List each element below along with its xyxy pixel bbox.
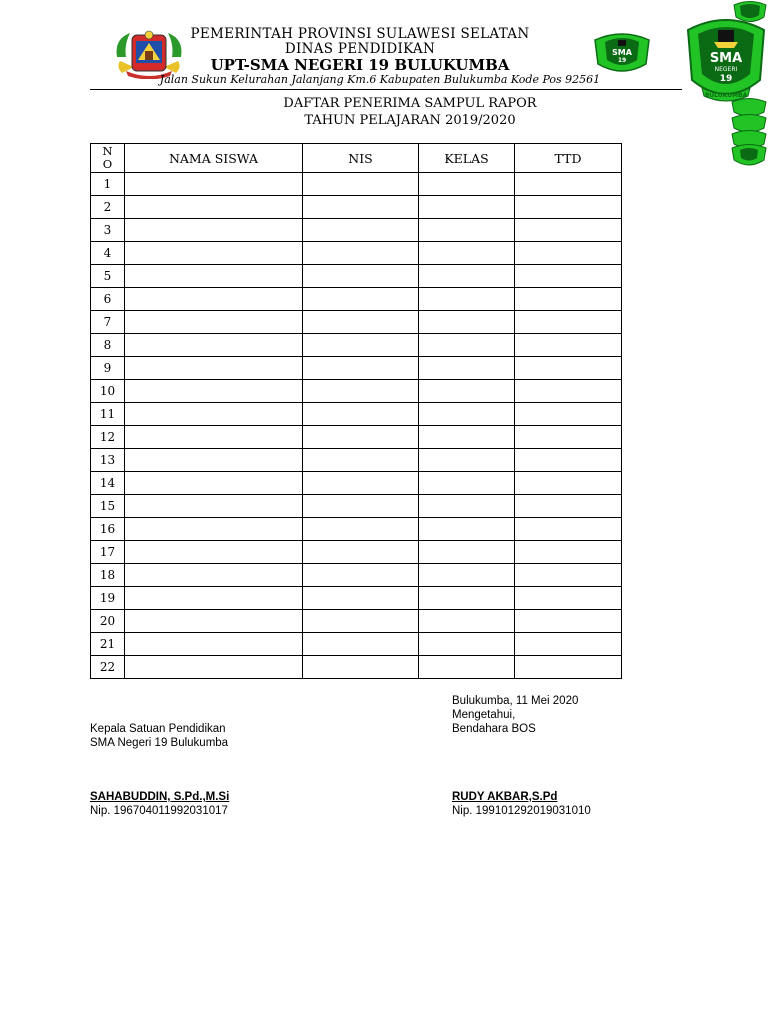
nis-cell: [303, 357, 419, 380]
kelas-cell: [419, 265, 515, 288]
school-badge-stack-logo: [730, 96, 768, 170]
nis-cell: [303, 472, 419, 495]
name-cell: [125, 265, 303, 288]
ttd-cell: [515, 541, 622, 564]
row-number: 8: [91, 334, 125, 357]
kelas-cell: [419, 357, 515, 380]
right-signer-name: RUDY AKBAR,S.Pd: [452, 791, 558, 803]
ttd-cell: [515, 173, 622, 196]
school-badge-large-logo: [684, 14, 768, 106]
kelas-cell: [419, 403, 515, 426]
header-nis: NIS: [303, 144, 419, 173]
table-row: [91, 403, 622, 426]
name-cell: [125, 633, 303, 656]
ttd-cell: [515, 518, 622, 541]
badge-number-text: 19: [617, 57, 627, 64]
row-number: 3: [91, 219, 125, 242]
ttd-cell: [515, 587, 622, 610]
header-divider: [90, 89, 682, 90]
ttd-cell: [515, 633, 622, 656]
left-signer-school: SMA Negeri 19 Bulukumba: [90, 737, 229, 749]
name-cell: [125, 656, 303, 679]
name-cell: [125, 472, 303, 495]
row-number: 20: [91, 610, 125, 633]
row-number: 5: [91, 265, 125, 288]
kelas-cell: [419, 219, 515, 242]
name-cell: [125, 173, 303, 196]
table-row: [91, 173, 622, 196]
header-department-line: DINAS PENDIDIKAN: [284, 41, 436, 57]
ttd-cell: [515, 219, 622, 242]
nis-cell: [303, 541, 419, 564]
ttd-cell: [515, 495, 622, 518]
nis-cell: [303, 173, 419, 196]
row-number: 1: [91, 173, 125, 196]
left-signer-name: SAHABUDDIN, S.Pd.,M.Si: [90, 791, 230, 803]
nis-cell: [303, 564, 419, 587]
name-cell: [125, 495, 303, 518]
table-row: [91, 656, 622, 679]
table-row: [91, 334, 622, 357]
ttd-cell: [515, 288, 622, 311]
table-row: [91, 426, 622, 449]
table-row: [91, 587, 622, 610]
left-signer-role: Kepala Satuan Pendidikan: [90, 723, 226, 735]
table-row: [91, 610, 622, 633]
name-cell: [125, 380, 303, 403]
table-row: [91, 357, 622, 380]
ttd-cell: [515, 334, 622, 357]
recipient-table: [90, 143, 622, 679]
table-row: [91, 242, 622, 265]
ttd-cell: [515, 403, 622, 426]
table-row: [91, 311, 622, 334]
kelas-cell: [419, 610, 515, 633]
nis-cell: [303, 265, 419, 288]
nis-cell: [303, 426, 419, 449]
nis-cell: [303, 334, 419, 357]
table-row: [91, 495, 622, 518]
kelas-cell: [419, 633, 515, 656]
nis-cell: [303, 495, 419, 518]
header-no: [91, 144, 125, 173]
badge-large-ribbon-text: BULUKUMBA: [704, 92, 748, 99]
kelas-cell: [419, 472, 515, 495]
kelas-cell: [419, 495, 515, 518]
header-ttd: TTD: [515, 144, 622, 173]
row-number: 10: [91, 380, 125, 403]
table-row: [91, 288, 622, 311]
row-number: 15: [91, 495, 125, 518]
name-cell: [125, 403, 303, 426]
document-subtitle: TAHUN PELAJARAN 2019/2020: [304, 113, 516, 128]
table-row: [91, 472, 622, 495]
nis-cell: [303, 518, 419, 541]
school-badge-small-logo: [732, 0, 768, 24]
row-number: 22: [91, 656, 125, 679]
ttd-cell: [515, 426, 622, 449]
table-row: [91, 633, 622, 656]
table-header-row: [91, 144, 622, 173]
row-number: 12: [91, 426, 125, 449]
nis-cell: [303, 633, 419, 656]
row-number: 18: [91, 564, 125, 587]
header-no-bottom: O: [102, 157, 113, 171]
school-badge-logo: [592, 30, 652, 76]
name-cell: [125, 196, 303, 219]
ttd-cell: [515, 564, 622, 587]
name-cell: [125, 219, 303, 242]
name-cell: [125, 242, 303, 265]
name-cell: [125, 426, 303, 449]
nis-cell: [303, 242, 419, 265]
badge-large-sma-text: SMA: [709, 51, 743, 66]
name-cell: [125, 288, 303, 311]
left-signer-nip: Nip. 196704011992031017: [90, 805, 228, 817]
place-date: Bulukumba, 11 Mei 2020: [452, 695, 579, 707]
row-number: 4: [91, 242, 125, 265]
name-cell: [125, 334, 303, 357]
kelas-cell: [419, 564, 515, 587]
nis-cell: [303, 288, 419, 311]
table-row: [91, 219, 622, 242]
badge-large-number-text: 19: [719, 74, 733, 84]
name-cell: [125, 541, 303, 564]
nis-cell: [303, 449, 419, 472]
row-number: 13: [91, 449, 125, 472]
kelas-cell: [419, 541, 515, 564]
header-address: Jalan Sukun Kelurahan Jalanjang Km.6 Kabupaten Bulukumba Kode Pos 92561: [159, 73, 601, 86]
name-cell: [125, 518, 303, 541]
nis-cell: [303, 196, 419, 219]
kelas-cell: [419, 288, 515, 311]
ttd-cell: [515, 472, 622, 495]
right-signer-role: Bendahara BOS: [452, 723, 536, 735]
document-title: DAFTAR PENERIMA SAMPUL RAPOR: [283, 96, 537, 111]
kelas-cell: [419, 242, 515, 265]
row-number: 11: [91, 403, 125, 426]
ttd-cell: [515, 449, 622, 472]
table-row: [91, 380, 622, 403]
kelas-cell: [419, 334, 515, 357]
kelas-cell: [419, 173, 515, 196]
table-row: [91, 564, 622, 587]
badge-large-negeri-text: NEGERI: [714, 66, 738, 73]
nis-cell: [303, 656, 419, 679]
nis-cell: [303, 219, 419, 242]
ttd-cell: [515, 311, 622, 334]
name-cell: [125, 449, 303, 472]
ttd-cell: [515, 610, 622, 633]
badge-sma-text: SMA: [612, 48, 632, 57]
nis-cell: [303, 403, 419, 426]
name-cell: [125, 564, 303, 587]
row-number: 16: [91, 518, 125, 541]
row-number: 9: [91, 357, 125, 380]
table-row: [91, 518, 622, 541]
name-cell: [125, 357, 303, 380]
ttd-cell: [515, 242, 622, 265]
nis-cell: [303, 311, 419, 334]
kelas-cell: [419, 518, 515, 541]
name-cell: [125, 587, 303, 610]
nis-cell: [303, 380, 419, 403]
kelas-cell: [419, 196, 515, 219]
header-nama-siswa: NAMA SISWA: [125, 144, 303, 173]
table-row: [91, 265, 622, 288]
row-number: 21: [91, 633, 125, 656]
header-no-top: N: [102, 144, 113, 158]
nis-cell: [303, 610, 419, 633]
ttd-cell: [515, 380, 622, 403]
kelas-cell: [419, 311, 515, 334]
ttd-cell: [515, 357, 622, 380]
table-row: [91, 449, 622, 472]
row-number: 2: [91, 196, 125, 219]
row-number: 17: [91, 541, 125, 564]
name-cell: [125, 610, 303, 633]
kelas-cell: [419, 449, 515, 472]
name-cell: [125, 311, 303, 334]
acknowledged-label: Mengetahui,: [452, 709, 516, 721]
row-number: 7: [91, 311, 125, 334]
kelas-cell: [419, 587, 515, 610]
ttd-cell: [515, 196, 622, 219]
kelas-cell: [419, 426, 515, 449]
nis-cell: [303, 587, 419, 610]
header-kelas: KELAS: [419, 144, 515, 173]
row-number: 19: [91, 587, 125, 610]
header-school-name: UPT-SMA NEGERI 19 BULUKUMBA: [210, 56, 510, 74]
header-government-line: PEMERINTAH PROVINSI SULAWESI SELATAN: [190, 26, 530, 42]
right-signer-nip: Nip. 199101292019031010: [452, 805, 591, 817]
row-number: 14: [91, 472, 125, 495]
table-row: [91, 196, 622, 219]
table-row: [91, 541, 622, 564]
ttd-cell: [515, 656, 622, 679]
ttd-cell: [515, 265, 622, 288]
kelas-cell: [419, 656, 515, 679]
row-number: 6: [91, 288, 125, 311]
kelas-cell: [419, 380, 515, 403]
